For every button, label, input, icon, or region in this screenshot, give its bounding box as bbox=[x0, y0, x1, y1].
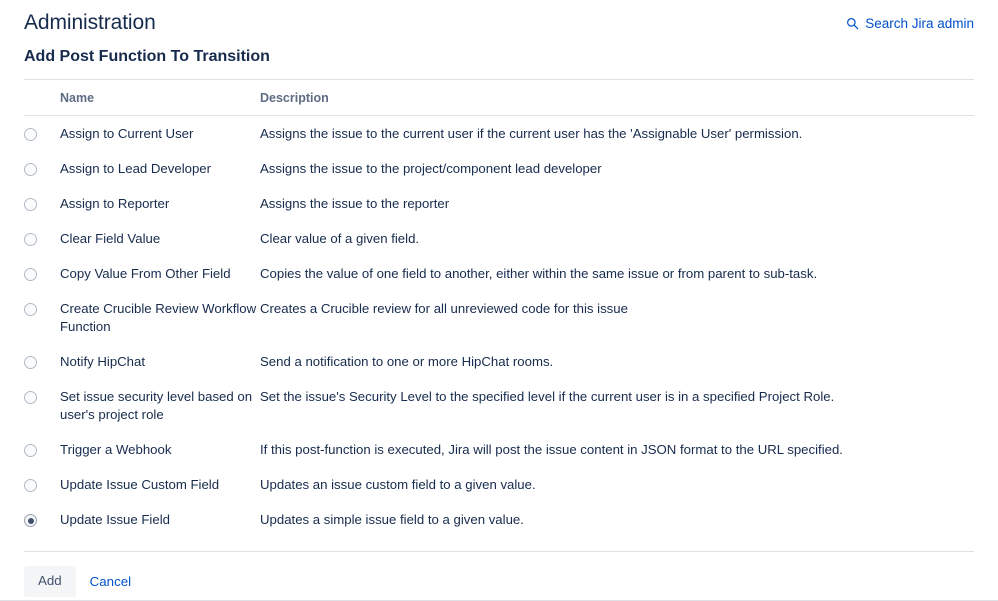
search-jira-admin-label: Search Jira admin bbox=[865, 16, 974, 31]
radio-trigger-a-webhook[interactable] bbox=[24, 444, 37, 457]
row-description: Creates a Crucible review for all unreviewed code for this issue bbox=[260, 301, 628, 316]
row-name: Update Issue Custom Field bbox=[60, 477, 220, 492]
search-icon bbox=[846, 17, 859, 30]
page-header bbox=[0, 0, 998, 36]
radio-assign-to-lead-developer[interactable] bbox=[24, 163, 37, 176]
radio-set-issue-security-level[interactable] bbox=[24, 391, 37, 404]
row-description: Clear value of a given field. bbox=[260, 231, 420, 246]
radio-assign-to-reporter[interactable] bbox=[24, 198, 37, 211]
column-header-select bbox=[24, 80, 60, 116]
table-row[interactable] bbox=[24, 221, 974, 256]
table-row[interactable] bbox=[24, 467, 974, 502]
row-description: Assigns the issue to the reporter bbox=[260, 196, 450, 211]
table-head bbox=[24, 80, 974, 116]
row-name: Copy Value From Other Field bbox=[60, 266, 231, 281]
row-description: Send a notification to one or more HipChat rooms. bbox=[260, 354, 554, 369]
row-select-cell[interactable] bbox=[24, 186, 60, 221]
row-description: Copies the value of one field to another, either within the same issue or from parent to sub-task. bbox=[260, 266, 818, 281]
radio-notify-hipchat[interactable] bbox=[24, 356, 37, 369]
post-function-table bbox=[24, 80, 974, 537]
row-description: Assigns the issue to the current user if the current user has the 'Assignable User' permission. bbox=[260, 126, 803, 141]
add-button[interactable]: Add bbox=[24, 566, 76, 597]
table-row[interactable] bbox=[24, 344, 974, 379]
table-row[interactable] bbox=[24, 379, 974, 432]
row-select-cell[interactable] bbox=[24, 344, 60, 379]
row-name: Clear Field Value bbox=[60, 231, 161, 246]
table-row[interactable] bbox=[24, 502, 974, 537]
table-row[interactable] bbox=[24, 151, 974, 186]
table-row[interactable] bbox=[24, 186, 974, 221]
table-row[interactable] bbox=[24, 432, 974, 467]
row-select-cell[interactable] bbox=[24, 151, 60, 186]
row-select-cell[interactable] bbox=[24, 502, 60, 537]
row-name: Assign to Current User bbox=[60, 126, 194, 141]
section-title: Add Post Function To Transition bbox=[24, 48, 270, 65]
post-function-table-wrap bbox=[0, 80, 998, 537]
column-header-description: Description bbox=[260, 80, 974, 116]
row-name: Assign to Reporter bbox=[60, 196, 170, 211]
row-name: Notify HipChat bbox=[60, 354, 146, 369]
table-row[interactable] bbox=[24, 116, 974, 152]
search-jira-admin-link[interactable] bbox=[846, 16, 974, 31]
table-body bbox=[24, 116, 974, 538]
radio-copy-value-from-other-field[interactable] bbox=[24, 268, 37, 281]
row-name: Trigger a Webhook bbox=[60, 442, 172, 457]
cancel-link[interactable]: Cancel bbox=[89, 574, 132, 589]
radio-assign-to-current-user[interactable] bbox=[24, 128, 37, 141]
radio-create-crucible-review-workflow-function[interactable] bbox=[24, 303, 37, 316]
row-name: Set issue security level based on user's project role bbox=[60, 389, 253, 422]
table-row[interactable] bbox=[24, 256, 974, 291]
row-name: Create Crucible Review Workflow Function bbox=[60, 301, 257, 334]
row-description: Updates an issue custom field to a given value. bbox=[260, 477, 536, 492]
table-row[interactable] bbox=[24, 291, 974, 344]
table-header-row bbox=[24, 80, 974, 116]
column-header-name: Name bbox=[60, 80, 260, 116]
row-description: Updates a simple issue field to a given value. bbox=[260, 512, 524, 527]
row-name: Update Issue Field bbox=[60, 512, 170, 527]
radio-update-issue-custom-field[interactable] bbox=[24, 479, 37, 492]
row-description: Set the issue's Security Level to the specified level if the current user is in a specified Project Role. bbox=[260, 389, 835, 404]
row-select-cell[interactable] bbox=[24, 256, 60, 291]
row-select-cell[interactable] bbox=[24, 221, 60, 256]
row-select-cell[interactable] bbox=[24, 467, 60, 502]
row-description: If this post-function is executed, Jira will post the issue content in JSON format to the URL specified. bbox=[260, 442, 843, 457]
row-description: Assigns the issue to the project/component lead developer bbox=[260, 161, 602, 176]
row-select-cell[interactable] bbox=[24, 116, 60, 152]
page-title: Administration bbox=[24, 11, 156, 34]
row-select-cell[interactable] bbox=[24, 432, 60, 467]
form-actions bbox=[0, 552, 998, 597]
row-select-cell[interactable] bbox=[24, 379, 60, 432]
row-select-cell[interactable] bbox=[24, 291, 60, 344]
radio-clear-field-value[interactable] bbox=[24, 233, 37, 246]
radio-update-issue-field[interactable] bbox=[24, 514, 37, 527]
row-name: Assign to Lead Developer bbox=[60, 161, 212, 176]
